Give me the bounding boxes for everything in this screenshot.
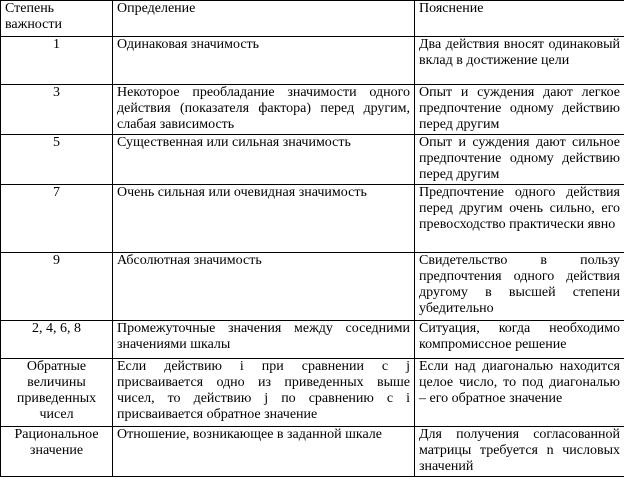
- explanation-cell: Предпочтение одного действия перед другим очень сильно, его превосходство практически явно: [415, 185, 624, 253]
- degree-cell: 7: [1, 185, 113, 253]
- definition-cell: Отношение, возникающее в заданной шкале: [113, 427, 415, 477]
- degree-cell: 2, 4, 6, 8: [1, 321, 113, 359]
- definition-cell: Некоторое преобладание значимости одного действия (показателя фактора) перед другим, слабая зависимость: [113, 85, 415, 135]
- explanation-cell: Если над диагональю находится целое число, то под диагональю – его обратное значение: [415, 359, 624, 427]
- table-header-row: [1, 1, 624, 37]
- degree-cell: Рациональное значение: [1, 427, 113, 477]
- table-row: [1, 85, 624, 135]
- degree-cell: 5: [1, 135, 113, 185]
- definition-cell: Промежуточные значения между соседними значениями шкалы: [113, 321, 415, 359]
- explanation-cell: Для получения согласованной матрицы требуется n числовых значений: [415, 427, 624, 477]
- header-explanation: Пояснение: [415, 1, 624, 37]
- definition-cell: Существенная или сильная значимость: [113, 135, 415, 185]
- table-row: [1, 427, 624, 477]
- definition-cell: Одинаковая значимость: [113, 37, 415, 85]
- explanation-cell: Опыт и суждения дают легкое предпочтение одному действию перед другим: [415, 85, 624, 135]
- explanation-cell: Опыт и суждения дают сильное предпочтение одному действию перед другим: [415, 135, 624, 185]
- definition-cell: Абсолютная значимость: [113, 253, 415, 321]
- explanation-cell: Ситуация, когда необходимо компромиссное решение: [415, 321, 624, 359]
- table-row: [1, 253, 624, 321]
- header-definition: Определение: [113, 1, 415, 37]
- table-row: [1, 359, 624, 427]
- degree-cell: 1: [1, 37, 113, 85]
- header-degree: Степень важности: [1, 1, 113, 37]
- table-row: [1, 321, 624, 359]
- degree-cell: Обратные величины приведенных чисел: [1, 359, 113, 427]
- table-row: [1, 37, 624, 85]
- definition-cell: Если действию i при сравнении с j присваивается одно из приведенных выше чисел, то действию j по сравнению с i присваивается обратное значение: [113, 359, 415, 427]
- definition-cell: Очень сильная или очевидная значимость: [113, 185, 415, 253]
- degree-cell: 9: [1, 253, 113, 321]
- table-row: [1, 135, 624, 185]
- explanation-cell: Свидетельство в пользу предпочтения одного действия другому в высшей степени убедительно: [415, 253, 624, 321]
- table-row: [1, 185, 624, 253]
- degree-cell: 3: [1, 85, 113, 135]
- explanation-cell: Два действия вносят одинаковый вклад в достижение цели: [415, 37, 624, 85]
